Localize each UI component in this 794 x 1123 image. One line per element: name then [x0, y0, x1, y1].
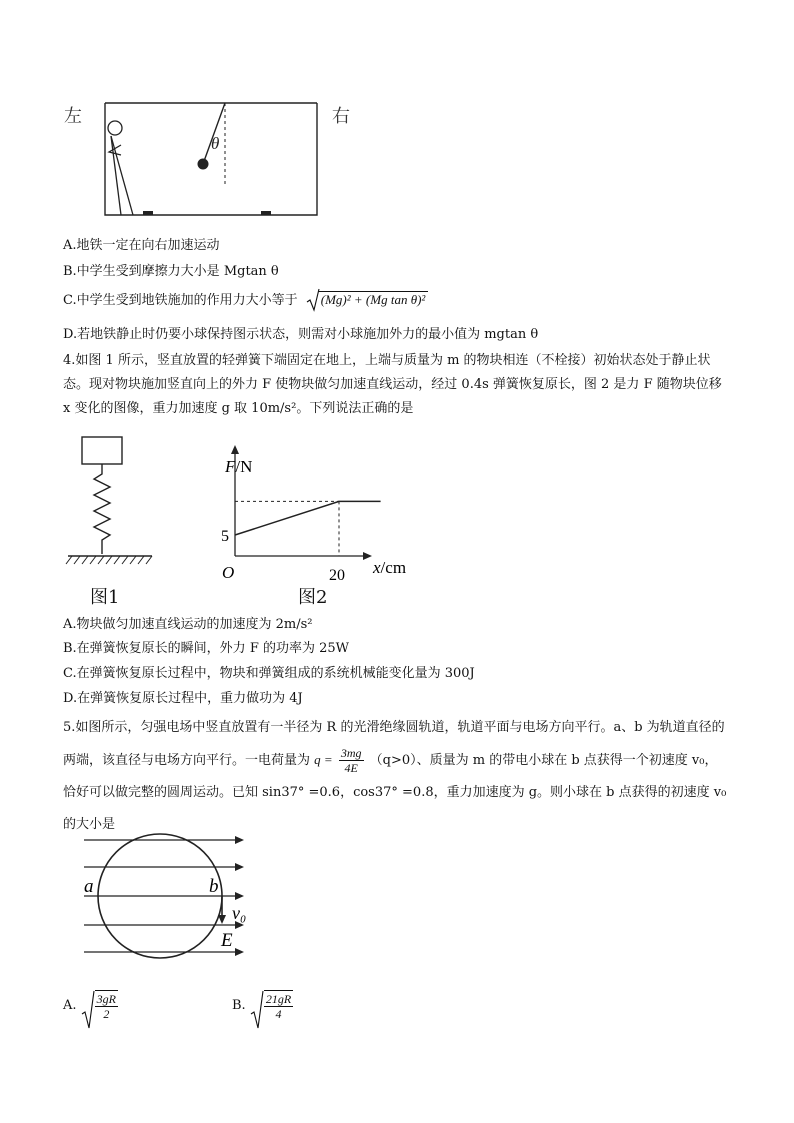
charge-denominator: 4E [344, 761, 358, 775]
force-displacement-chart [215, 440, 420, 585]
charge-fraction [339, 746, 364, 775]
y-tick-5: 5 [221, 528, 229, 545]
sqrt-symbol [250, 990, 264, 1030]
right-direction-label: 右 [332, 106, 350, 127]
v0-label: v₀ [232, 903, 247, 923]
y-axis-label: F/N [225, 457, 253, 476]
q4-option-b: B.在弹簧恢复原长的瞬间，外力 F 的功率为 25W [63, 641, 350, 656]
q5-option-a-sqrt [81, 990, 120, 1021]
block [82, 437, 122, 464]
q5-option-b-fraction [264, 990, 293, 1021]
force-series-line [235, 501, 381, 535]
q4-stem: 4.如图 1 所示，竖直放置的轻弹簧下端固定在地上，上端与质量为 m 的物块相连（不栓接）初始状态处于静止状态。现对物块施加竖直向上的外力 F 使物块做匀加速直线运动，经过 0.4s 弹簧恢复原长，图 2 是力 F 随物块位移 x 变化的图像，重力加速度 g 取 10m/s²。下列说法正确的是 [63, 353, 722, 416]
q5-stem [63, 712, 729, 841]
origin-label: O [222, 563, 235, 582]
q5-option-b-label: B. [232, 998, 246, 1013]
q5-option-b-sqrt [250, 990, 295, 1021]
pendulum-ball [198, 159, 209, 170]
q5-option-b-denominator: 4 [275, 1007, 282, 1021]
point-a-label: a [84, 876, 94, 897]
q5-stem-part-2: （q>0）、质量为 m 的带电小球在 b 点获得一个初速度 v₀，恰好可以做完整的圆周运动。已知 sin37° =0.6，cos37° =0.8，重力加速度为 g。则小球在 b 点获得的初速度 v₀ 的大小是 [63, 753, 727, 832]
charge-numerator: 3mg [340, 746, 362, 760]
charge-symbol: q = [314, 752, 333, 767]
x-axis-label: x/cm [373, 558, 407, 577]
theta-label: θ [211, 134, 220, 153]
q5-stem-part-1: 5.如图所示，匀强电场中竖直放置有一半径为 R 的光滑绝缘圆轨道，轨道平面与电场方向平行。a、b 为轨道直径的两端，该直径与电场方向平行。一电荷量为 [63, 720, 725, 768]
subway-car-body [105, 103, 317, 215]
figure-2-caption: 图2 [298, 587, 328, 608]
y-axis-arrow [231, 445, 239, 454]
q5-option-a-label: A. [63, 998, 77, 1013]
spring-figure [60, 432, 160, 577]
point-b-label: b [209, 876, 219, 897]
q5-option-a-fraction [95, 990, 118, 1021]
subway-figure [95, 95, 325, 220]
left-direction-label: 左 [64, 106, 82, 127]
sqrt-radicand: (Mg)² + (Mg tan θ)² [318, 291, 429, 307]
field-arrowheads [235, 836, 244, 956]
q3-option-d: D.若地铁静止时仍要小球保持图示状态，则需对小球施加外力的最小值为 mgtan θ [63, 327, 539, 342]
ground-hatching [66, 556, 152, 564]
sqrt-expression [306, 290, 429, 311]
velocity-arrowhead [218, 915, 226, 924]
q4-option-d: D.在弹簧恢复原长过程中，重力做功为 4J [63, 691, 303, 706]
figure-1-caption: 图1 [90, 587, 120, 608]
q5-option-b [232, 990, 295, 1021]
q3-option-c [63, 290, 428, 316]
wheel-left [143, 211, 153, 215]
q5-option-b-numerator: 21gR [265, 992, 292, 1006]
q4-option-a: A.物块做匀加速直线运动的加速度为 2m/s² [63, 617, 313, 632]
sqrt-symbol [81, 990, 95, 1030]
sqrt-symbol [306, 288, 320, 312]
q4-option-c: C.在弹簧恢复原长过程中，物块和弹簧组成的系统机械能变化量为 300J [63, 666, 475, 681]
wheel-right [261, 211, 271, 215]
q3-option-b: B.中学生受到摩擦力大小是 Mgtan θ [63, 264, 279, 279]
q3-option-c-text: C.中学生受到地铁施加的作用力大小等于 [63, 293, 298, 308]
x-tick-20: 20 [329, 567, 345, 584]
student-legs [111, 136, 133, 215]
student-head [108, 121, 122, 135]
q3-option-a: A.地铁一定在向右加速运动 [63, 238, 220, 253]
electric-field-figure [78, 832, 260, 967]
q5-option-a-denominator: 2 [103, 1007, 110, 1021]
q5-option-a [63, 990, 120, 1021]
field-e-label: E [221, 930, 233, 951]
spring [94, 464, 110, 554]
x-axis-arrow [363, 552, 372, 560]
q5-option-a-numerator: 3gR [96, 992, 117, 1006]
